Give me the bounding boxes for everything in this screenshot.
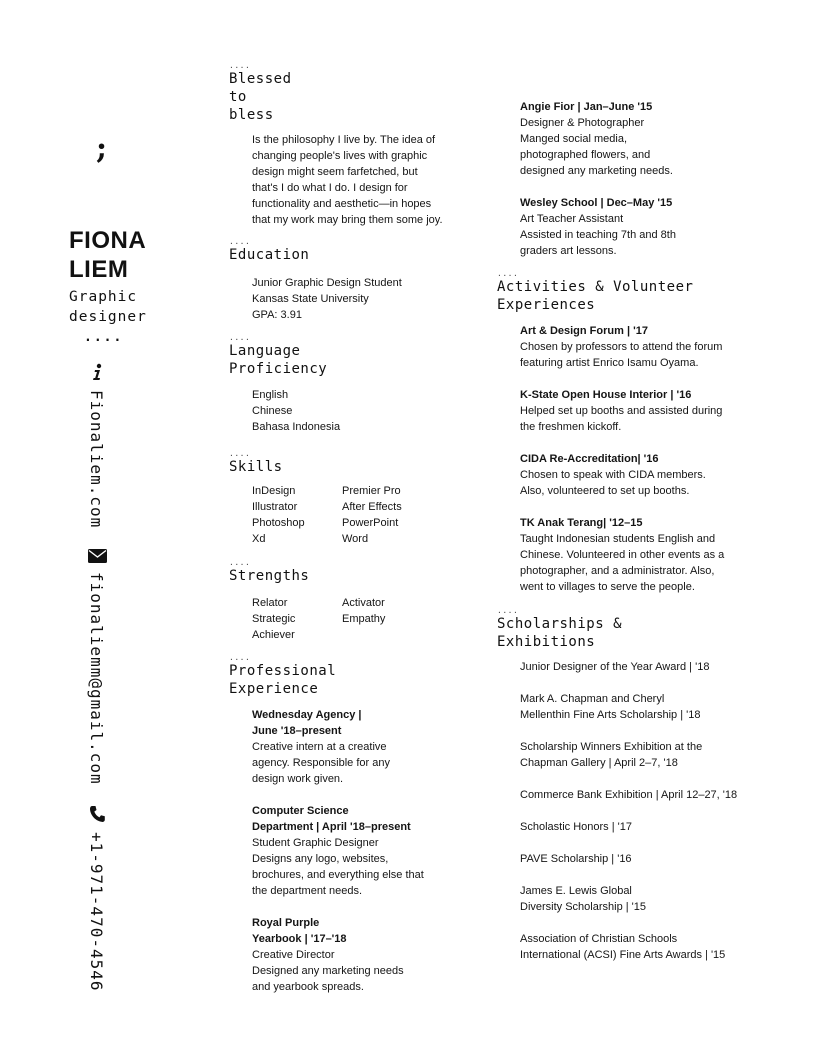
decorative-semicolon: ; <box>96 131 108 166</box>
title-line: Language <box>229 343 301 359</box>
philosophy-title <box>229 70 292 124</box>
experience-entry <box>252 803 424 899</box>
scholarship-entry <box>520 851 632 867</box>
title-line: Experiences <box>497 297 596 313</box>
section-dots: .... <box>229 653 251 662</box>
text-line: Designs any logo, websites, <box>252 853 389 865</box>
strengths-column-2 <box>342 595 432 643</box>
scholarship-entry <box>520 931 725 963</box>
website-link[interactable]: Fionaliem.com <box>87 390 106 529</box>
list-item: Photoshop <box>252 517 305 529</box>
section-dots: .... <box>229 558 251 567</box>
activities-title <box>497 278 693 314</box>
section-dots: .... <box>229 237 251 246</box>
entry-heading: June '18–present <box>252 725 342 737</box>
title-line: bless <box>229 107 274 123</box>
text-line: Student Graphic Designer <box>252 837 379 849</box>
applicant-name <box>69 226 146 284</box>
list-item: After Effects <box>342 501 402 513</box>
text-line: the freshmen kickoff. <box>520 421 622 433</box>
list-item: Bahasa Indonesia <box>252 421 341 433</box>
entry-heading: Art & Design Forum | '17 <box>520 325 648 337</box>
entry-heading: CIDA Re-Accreditation| '16 <box>520 453 659 465</box>
text-line: went to villages to serve the people. <box>520 581 695 593</box>
skills-column-1 <box>252 483 342 547</box>
experience-entry <box>520 99 673 179</box>
text-line: Mark A. Chapman and Cheryl <box>520 693 665 705</box>
scholarship-entry <box>520 691 700 723</box>
text-line: Association of Christian Schools <box>520 933 678 945</box>
language-title <box>229 342 327 378</box>
scholarship-entry <box>520 787 737 803</box>
text-line: changing people's lives with graphic <box>252 150 428 162</box>
entry-heading: K-State Open House Interior | '16 <box>520 389 692 401</box>
text-line: photographer, and a administrator. Also, <box>520 565 715 577</box>
section-dots: .... <box>229 449 251 458</box>
title-line: Proficiency <box>229 361 328 377</box>
text-line: Taught Indonesian students English and <box>520 533 716 545</box>
professional-title <box>229 662 336 698</box>
text-line: Junior Designer of the Year Award | '18 <box>520 661 710 673</box>
list-item: Activator <box>342 597 385 609</box>
skills-list <box>252 483 432 547</box>
list-item: Chinese <box>252 405 293 417</box>
text-line: PAVE Scholarship | '16 <box>520 853 632 865</box>
title-line: Activities & Volunteer <box>497 279 694 295</box>
scholarships-title <box>497 615 622 651</box>
list-item: Premier Pro <box>342 485 401 497</box>
text-line: Also, volunteered to set up booths. <box>520 485 690 497</box>
philosophy-text <box>252 132 443 228</box>
text-line: Kansas State University <box>252 293 369 305</box>
text-line: design work given. <box>252 773 344 785</box>
strengths-section <box>229 559 309 585</box>
text-line: Helped set up booths and assisted during <box>520 405 723 417</box>
title-line: Exhibitions <box>497 634 596 650</box>
entry-heading: Wesley School | Dec–May '15 <box>520 197 673 209</box>
role-line-1: Graphic <box>69 289 138 305</box>
text-line: Diversity Scholarship | '15 <box>520 901 647 913</box>
skills-title: Skills <box>229 459 283 475</box>
text-line: Manged social media, <box>520 133 628 145</box>
list-item: Strategic <box>252 613 296 625</box>
strengths-title: Strengths <box>229 568 310 584</box>
activities-section <box>497 270 693 314</box>
activity-entry <box>520 323 722 371</box>
text-line: that's I do what I do. I design for <box>252 182 408 194</box>
entry-heading: Computer Science <box>252 805 349 817</box>
scholarships-section <box>497 607 622 651</box>
first-name: FIONA <box>69 227 147 254</box>
experience-entry <box>252 707 390 787</box>
text-line: Assisted in teaching 7th and 8th <box>520 229 676 241</box>
title-line: Professional <box>229 663 337 679</box>
strengths-column-1 <box>252 595 342 643</box>
email-link[interactable]: fionaliemm@gmail.com <box>87 572 106 785</box>
text-line: Art Teacher Assistant <box>520 213 624 225</box>
entry-heading: Royal Purple <box>252 917 320 929</box>
list-item: PowerPoint <box>342 517 399 529</box>
skills-column-2 <box>342 483 432 547</box>
title-line: Scholarships & <box>497 616 623 632</box>
text-line: Scholastic Honors | '17 <box>520 821 632 833</box>
experience-entry <box>252 915 404 995</box>
section-dots: .... <box>229 333 251 342</box>
experience-entry <box>520 195 676 259</box>
education-title: Education <box>229 247 310 263</box>
list-item: Word <box>342 533 369 545</box>
entry-heading: Department | April '18–present <box>252 821 411 833</box>
text-line: featuring artist Enrico Isamu Oyama. <box>520 357 699 369</box>
section-dots: .... <box>497 606 519 615</box>
text-line: Commerce Bank Exhibition | April 12–27, '18 <box>520 789 738 801</box>
title-line: Blessed <box>229 71 292 87</box>
language-list <box>252 387 340 435</box>
text-line: Chinese. Volunteered in other events as a <box>520 549 725 561</box>
role-line-2: designer <box>69 308 147 325</box>
text-line: designed any marketing needs. <box>520 165 673 177</box>
phone-icon <box>89 805 105 828</box>
job-role <box>69 288 147 327</box>
philosophy-section <box>229 62 292 124</box>
list-item: Achiever <box>252 629 295 641</box>
phone-number[interactable]: +1-971-470-4546 <box>87 832 106 992</box>
text-line: Designer & Photographer <box>520 117 645 129</box>
text-line: Chapman Gallery | April 2–7, '18 <box>520 757 678 769</box>
text-line: Designed any marketing needs <box>252 965 404 977</box>
text-line: brochures, and everything else that <box>252 869 424 881</box>
title-line: Experience <box>229 681 319 697</box>
professional-section <box>229 654 336 698</box>
strengths-list <box>252 595 432 643</box>
text-line: graders art lessons. <box>520 245 617 257</box>
text-line: Chosen to speak with CIDA members. <box>520 469 706 481</box>
entry-heading: TK Anak Terang| '12–15 <box>520 517 643 529</box>
language-section <box>229 334 327 378</box>
text-line: Scholarship Winners Exhibition at the <box>520 741 703 753</box>
scholarship-entry <box>520 819 632 835</box>
list-item: InDesign <box>252 485 296 497</box>
scholarship-entry <box>520 739 702 771</box>
entry-heading: Angie Fior | Jan–June '15 <box>520 101 653 113</box>
scholarship-entry <box>520 883 646 915</box>
last-name: LIEM <box>69 256 129 283</box>
text-line: Is the philosophy I live by. The idea of <box>252 134 436 146</box>
education-details <box>252 275 402 323</box>
list-item: Xd <box>252 533 266 545</box>
text-line: Chosen by professors to attend the forum <box>520 341 723 353</box>
activity-entry <box>520 451 706 499</box>
scholarship-entry <box>520 659 709 675</box>
text-line: that my work may bring them some joy. <box>252 214 443 226</box>
text-line: photographed flowers, and <box>520 149 651 161</box>
section-dots: .... <box>497 269 519 278</box>
text-line: agency. Responsible for any <box>252 757 390 769</box>
entry-heading: Wednesday Agency | <box>252 709 362 721</box>
sidebar-divider-dots: .... <box>84 330 124 345</box>
text-line: International (ACSI) Fine Arts Awards | '15 <box>520 949 726 961</box>
activity-entry <box>520 515 724 595</box>
list-item: Illustrator <box>252 501 298 513</box>
text-line: GPA: 3.91 <box>252 309 302 321</box>
text-line: Junior Graphic Design Student <box>252 277 402 289</box>
section-dots: .... <box>229 61 251 70</box>
list-item: English <box>252 389 289 401</box>
info-icon <box>90 363 104 386</box>
text-line: the department needs. <box>252 885 363 897</box>
list-item: Relator <box>252 597 288 609</box>
text-line: James E. Lewis Global <box>520 885 632 897</box>
skills-section <box>229 450 283 476</box>
envelope-icon <box>88 549 107 568</box>
text-line: Mellenthin Fine Arts Scholarship | '18 <box>520 709 701 721</box>
text-line: Creative Director <box>252 949 335 961</box>
list-item: Empathy <box>342 613 386 625</box>
text-line: and yearbook spreads. <box>252 981 364 993</box>
education-section <box>229 238 309 264</box>
entry-heading: Yearbook | '17–'18 <box>252 933 347 945</box>
text-line: design might seem farfetched, but <box>252 166 418 178</box>
title-line: to <box>229 89 247 105</box>
text-line: functionality and aesthetic—in hopes <box>252 198 432 210</box>
activity-entry <box>520 387 722 435</box>
text-line: Creative intern at a creative <box>252 741 387 753</box>
